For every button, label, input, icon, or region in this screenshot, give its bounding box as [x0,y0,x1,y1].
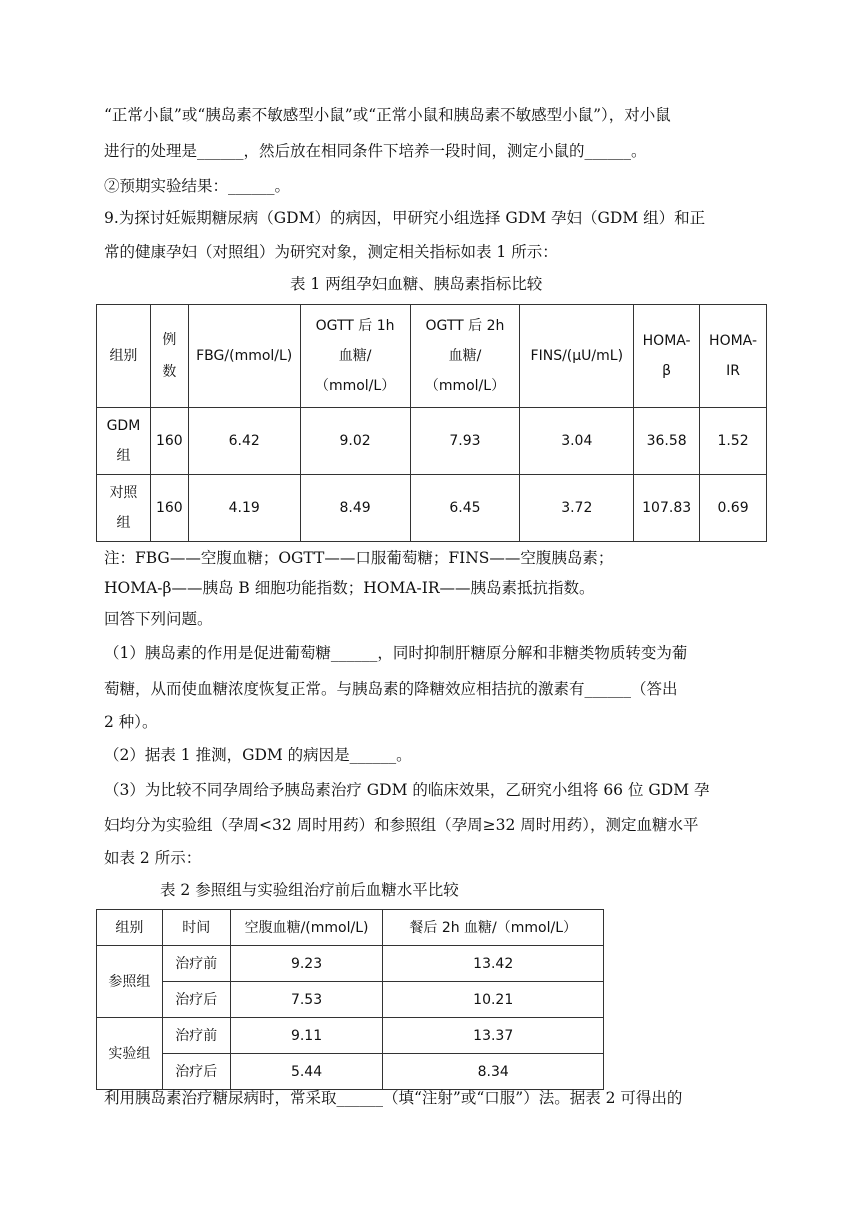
table1-cell [97,475,151,542]
table-row [97,475,767,542]
table1-cell: 0.69 [700,475,767,542]
table-row [97,1018,604,1054]
text-line: 利用胰岛素治疗糖尿病时，常采取______（填“注射”或“口服”）法。据表 2 可得出的 [104,1089,683,1107]
text-line: 回答下列问题。 [104,610,213,628]
table1-cell: 8.49 [300,475,410,542]
table2-group-cell: 参照组 [97,946,163,1018]
text-line: 常的健康孕妇（对照组）为研究对象，测定相关指标如表 1 所示： [104,243,558,261]
table2-cell: 治疗前 [162,1018,230,1054]
header-text: OGTT 后 2h 血糖/（mmol/L） [424,317,506,394]
table2-cell: 7.53 [230,982,383,1018]
table2-cell: 9.23 [230,946,383,982]
table2-cell: 治疗后 [162,982,230,1018]
table-row [97,1054,604,1090]
question-9-line: 9.为探讨妊娠期糖尿病（GDM）的病因，甲研究小组选择 GDM 孕妇（GDM 组）和正 [104,209,706,227]
table1-header-cell [700,305,767,408]
text-line: ②预期实验结果：______。 [104,177,291,195]
table2-cell: 5.44 [230,1054,383,1090]
table1-header-cell [300,305,410,408]
table1-cell: 9.02 [300,408,410,475]
table2-header-cell: 组别 [97,910,163,946]
table2-cell: 10.21 [383,982,604,1018]
table1-cell: 6.42 [188,408,300,475]
table-row [97,408,767,475]
table2-header-row [97,910,604,946]
table-row [97,946,604,982]
header-text: 例数 [162,332,177,380]
table1-cell: 160 [150,475,188,542]
text-line: 2 种）。 [104,713,158,731]
header-text: OGTT 后 1h 血糖/（mmol/L） [314,317,396,394]
table2-cell: 13.37 [383,1018,604,1054]
table1-caption: 表 1 两组孕妇血糖、胰岛素指标比较 [290,275,543,293]
table2-header-cell: 空腹血糖/(mmol/L) [230,910,383,946]
table1 [96,304,767,542]
header-text: HOMA-β [642,332,691,379]
table1-cell: 3.04 [520,408,634,475]
table1-cell: 6.45 [410,475,520,542]
table1-header-cell [634,305,700,408]
table2-cell: 13.42 [383,946,604,982]
table1-header-cell: 组别 [97,305,151,408]
text-line: 萄糖，从而使血糖浓度恢复正常。与胰岛素的降糖效应相拮抗的激素有______（答出 [104,680,678,698]
note-line: HOMA-β——胰岛 B 细胞功能指数；HOMA-IR——胰岛素抵抗指数。 [104,579,595,597]
cell-text: 对照组 [109,484,138,531]
table1-cell: 4.19 [188,475,300,542]
text-line: “正常小鼠”或“胰岛素不敏感型小鼠”或“正常小鼠和胰岛素不敏感型小鼠”），对小鼠 [104,106,671,124]
table1-header-cell [410,305,520,408]
table2-cell: 9.11 [230,1018,383,1054]
table2-group-cell: 实验组 [97,1018,163,1090]
header-text: HOMA-IR [709,332,757,379]
table1-cell [97,408,151,475]
table1-header-cell: FINS/(μU/mL) [520,305,634,408]
note-line: 注：FBG——空腹血糖；OGTT——口服葡萄糖；FINS——空腹胰岛素； [104,549,614,567]
text-line: （2）据表 1 推测，GDM 的病因是______。 [104,746,412,764]
cell-text: GDM 组 [106,417,141,464]
table2-cell: 治疗前 [162,946,230,982]
table1-cell: 36.58 [634,408,700,475]
table1-cell: 7.93 [410,408,520,475]
table1-header-cell [150,305,188,408]
table2-cell: 治疗后 [162,1054,230,1090]
table1-cell: 3.72 [520,475,634,542]
table-row [97,982,604,1018]
table2-header-cell: 时间 [162,910,230,946]
table1-cell: 160 [150,408,188,475]
table2-cell: 8.34 [383,1054,604,1090]
table1-cell: 1.52 [700,408,767,475]
text-line: （1）胰岛素的作用是促进葡萄糖______，同时抑制肝糖原分解和非糖类物质转变为葡 [104,644,688,662]
text-line: 如表 2 所示： [104,849,202,867]
table1-cell: 107.83 [634,475,700,542]
text-line: （3）为比较不同孕周给予胰岛素治疗 GDM 的临床效果，乙研究小组将 66 位 GDM 孕 [104,781,710,799]
table2 [96,909,604,1090]
table1-header-cell: FBG/(mmol/L) [188,305,300,408]
text-line: 妇均分为实验组（孕周<32 周时用药）和参照组（孕周≥32 周时用药），测定血糖水平 [104,816,699,834]
table1-header-row [97,305,767,408]
table2-header-cell: 餐后 2h 血糖/（mmol/L） [383,910,604,946]
table2-caption: 表 2 参照组与实验组治疗前后血糖水平比较 [160,881,459,899]
text-line: 进行的处理是______，然后放在相同条件下培养一段时间，测定小鼠的______。 [104,142,647,160]
